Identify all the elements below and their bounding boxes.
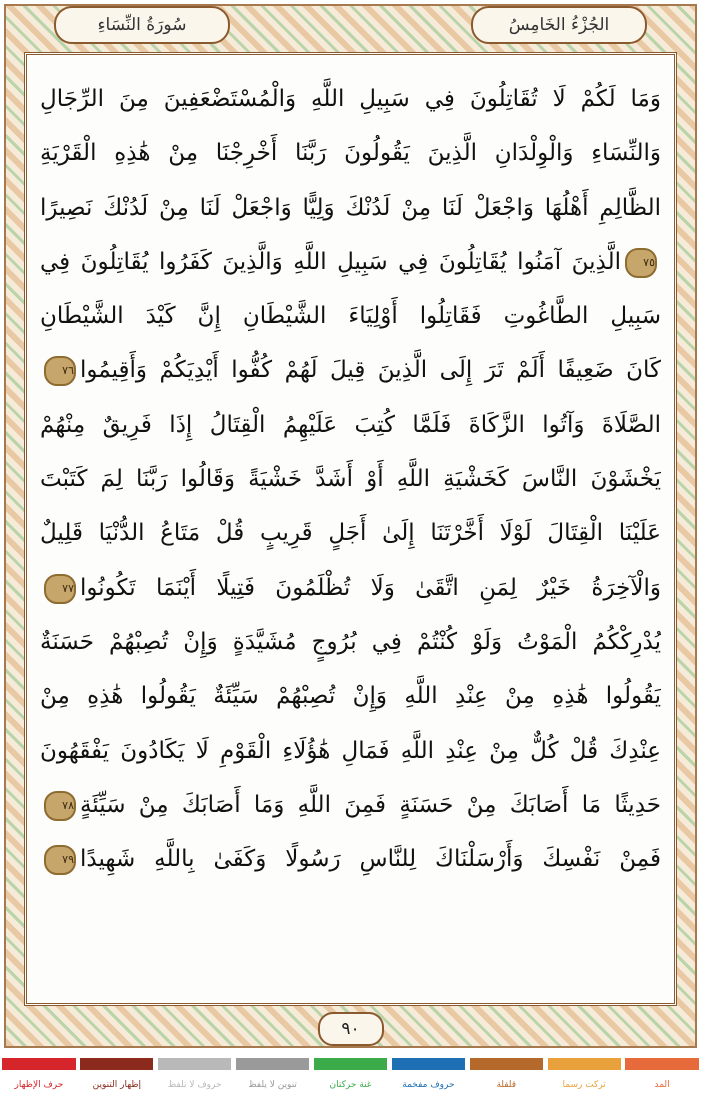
legend-color-bar	[392, 1058, 465, 1070]
text-line-1: وَمَا لَكُمْ لَا تُقَاتِلُونَ فِي سَبِيلِ اللَّهِ وَالْمُسْتَضْعَفِينَ مِنَ الرِّجَالِ	[40, 86, 661, 112]
legend-label: تنوين لا يلفظ	[248, 1080, 297, 1090]
legend-item	[156, 1058, 234, 1101]
legend-color-bar	[158, 1058, 231, 1070]
text-line-15: فَمِنْ نَفْسِكَ وَأَرْسَلْنَاكَ لِلنَّاسِ رَسُولًا وَكَفَىٰ بِاللَّهِ شَهِيدًا٧٩	[40, 832, 661, 886]
legend-label: حروف لا تلفظ	[167, 1080, 222, 1090]
legend-item	[78, 1058, 156, 1101]
legend-item	[545, 1058, 623, 1101]
text-line-11: يُدْرِكْكُمُ الْمَوْتُ وَلَوْ كُنْتُمْ فِي بُرُوجٍ مُشَيَّدَةٍ وَإِنْ تُصِبْهُمْ حَسَنَةٌ	[40, 628, 661, 655]
text-line-14: حَدِيثًا مَا أَصَابَكَ مِنْ حَسَنَةٍ فَمِنَ اللَّهِ وَمَا أَصَابَكَ مِنْ سَيِّئَةٍ٧٨	[40, 778, 661, 832]
ayah-number-marker: ٧٩	[44, 845, 76, 875]
surah-name-header: سُورَةُ النِّسَاءِ	[54, 6, 230, 44]
ayah-number-marker: ٧٧	[44, 574, 76, 604]
legend-item	[389, 1058, 467, 1101]
text-line-12: يَقُولُوا هَٰذِهِ مِنْ عِنْدِ اللَّهِ وَإِنْ تُصِبْهُمْ سَيِّئَةٌ يَقُولُوا هَٰذِهِ مِنْ	[40, 683, 661, 710]
ayah-number-marker: ٧٨	[44, 791, 76, 821]
legend-label: إظهار التنوين	[92, 1080, 142, 1090]
legend-color-bar	[625, 1058, 698, 1070]
text-line-13: عِنْدِكَ قُلْ كُلٌّ مِنْ عِنْدِ اللَّهِ فَمَالِ هَٰؤُلَاءِ الْقَوْمِ لَا يَكَادُونَ يَفْقَهُونَ	[40, 737, 661, 764]
legend-item	[0, 1058, 78, 1101]
legend-color-bar	[470, 1058, 543, 1070]
juz-header: الجُزْءُ الخَامِسُ	[471, 6, 647, 44]
legend-item	[234, 1058, 312, 1101]
text-line-10: وَالْآخِرَةُ خَيْرٌ لِمَنِ اتَّقَىٰ وَلَا تُظْلَمُونَ فَتِيلًا أَيْنَمَا تَكُونُوا٧٧	[40, 561, 661, 615]
text-line-6: كَانَ ضَعِيفًا أَلَمْ تَرَ إِلَى الَّذِينَ قِيلَ لَهُمْ كُفُّوا أَيْدِيَكُمْ وَأَقِيمُوا٧٦	[40, 343, 661, 397]
legend-item	[467, 1058, 545, 1101]
ayah-number-marker: ٧٥	[625, 248, 657, 278]
legend-color-bar	[2, 1058, 75, 1070]
legend-label: حروف مفخمة	[402, 1080, 455, 1090]
ayah-number-marker: ٧٦	[44, 356, 76, 386]
text-line-2: وَالنِّسَاءِ وَالْوِلْدَانِ الَّذِينَ يَقُولُونَ رَبَّنَا أَخْرِجْنَا مِنْ هَٰذِهِ الْقَرْيَةِ	[40, 140, 661, 167]
text-line-7: الصَّلَاةَ وَآتُوا الزَّكَاةَ فَلَمَّا كُتِبَ عَلَيْهِمُ الْقِتَالُ إِذَا فَرِيقٌ مِنْهُمْ	[40, 411, 661, 438]
text-line-3: الظَّالِمِ أَهْلُهَا وَاجْعَلْ لَنَا مِنْ لَدُنْكَ وَلِيًّا وَاجْعَلْ لَنَا مِنْ لَدُنْكَ نَصِيرًا	[40, 194, 661, 221]
legend-label: المد	[654, 1080, 670, 1090]
legend-label: حرف الإظهار	[14, 1080, 64, 1090]
tajweed-color-legend	[0, 1058, 701, 1101]
page-number: ٩٠	[318, 1012, 384, 1046]
legend-color-bar	[80, 1058, 153, 1070]
text-line-4: ٧٥الَّذِينَ آمَنُوا يُقَاتِلُونَ فِي سَبِيلِ اللَّهِ وَالَّذِينَ كَفَرُوا يُقَاتِلُونَ فِي	[40, 235, 661, 289]
legend-label: تركت رسما	[562, 1080, 606, 1090]
legend-item	[312, 1058, 390, 1101]
text-line-8: يَخْشَوْنَ النَّاسَ كَخَشْيَةِ اللَّهِ أَوْ أَشَدَّ خَشْيَةً وَقَالُوا رَبَّنَا لِمَ كَتَبْتَ	[40, 466, 661, 493]
text-line-5: سَبِيلِ الطَّاغُوتِ فَقَاتِلُوا أَوْلِيَاءَ الشَّيْطَانِ إِنَّ كَيْدَ الشَّيْطَانِ	[40, 303, 661, 330]
legend-color-bar	[548, 1058, 621, 1070]
legend-color-bar	[236, 1058, 309, 1070]
quran-text	[40, 72, 661, 886]
legend-label: قلقلة	[496, 1080, 517, 1090]
legend-color-bar	[314, 1058, 387, 1070]
text-line-9: عَلَيْنَا الْقِتَالَ لَوْلَا أَخَّرْتَنَا إِلَىٰ أَجَلٍ قَرِيبٍ قُلْ مَتَاعُ الدُّنْيَا قَلِيلٌ	[40, 520, 661, 547]
legend-item	[623, 1058, 701, 1101]
legend-label: غنة حركتان	[329, 1080, 372, 1090]
